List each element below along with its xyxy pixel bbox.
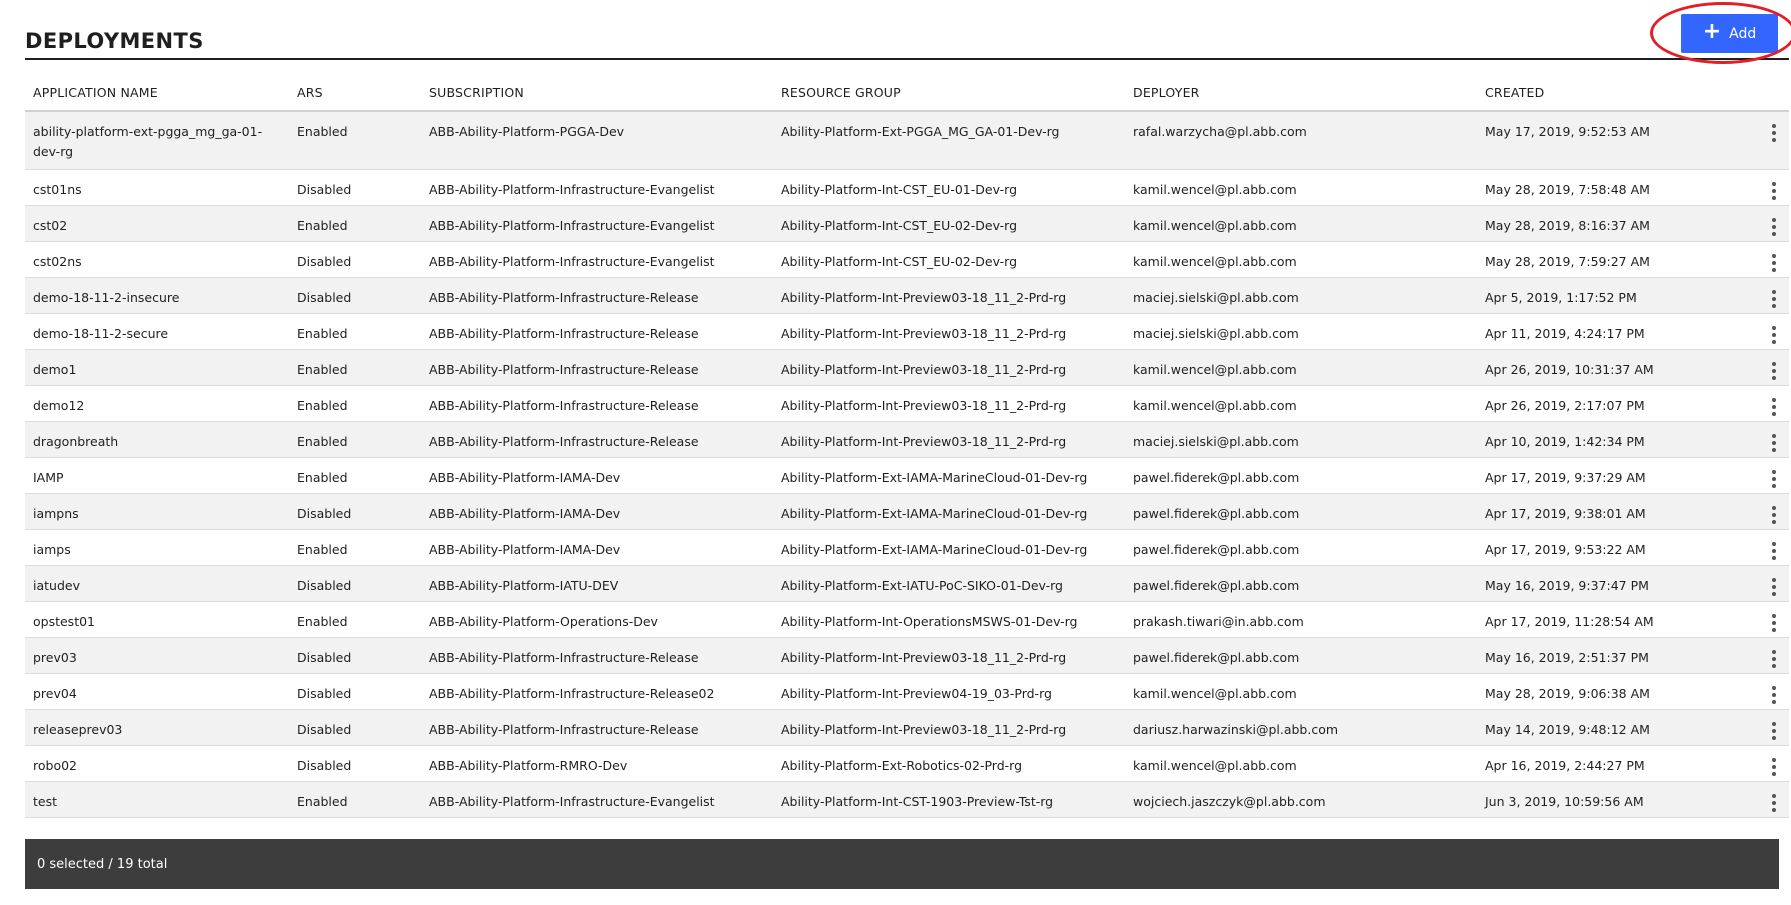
- cell-subscription: ABB-Ability-Platform-Infrastructure-Release: [429, 362, 699, 377]
- cell-deployer: maciej.sielski@pl.abb.com: [1133, 290, 1299, 305]
- table-row[interactable]: [25, 314, 1789, 350]
- kebab-dot: [1772, 218, 1776, 222]
- kebab-menu-icon[interactable]: [1768, 612, 1780, 634]
- kebab-dot: [1772, 362, 1776, 366]
- table-row[interactable]: [25, 422, 1789, 458]
- row-actions: [1759, 674, 1789, 706]
- kebab-menu-icon[interactable]: [1768, 468, 1780, 490]
- cell-deployer: kamil.wencel@pl.abb.com: [1133, 686, 1297, 701]
- cell-resource-group: Ability-Platform-Int-Preview03-18_11_2-Prd-rg: [781, 434, 1067, 449]
- cell-application-name: demo12: [33, 398, 85, 413]
- plus-icon: +: [1702, 19, 1722, 44]
- add-button-label: Add: [1729, 25, 1757, 42]
- kebab-dot: [1772, 376, 1776, 380]
- cell-deployer: pawel.fiderek@pl.abb.com: [1133, 506, 1300, 521]
- column-header-resource-group[interactable]: RESOURCE GROUP: [781, 84, 901, 100]
- row-actions: [1759, 278, 1789, 310]
- cell-subscription: ABB-Ability-Platform-Infrastructure-Release: [429, 650, 699, 665]
- kebab-dot: [1772, 131, 1776, 135]
- table-row[interactable]: [25, 350, 1789, 386]
- cell-application-name: robo02: [33, 758, 78, 773]
- cell-ars: Disabled: [297, 758, 352, 773]
- cell-created: May 16, 2019, 9:37:47 PM: [1485, 578, 1649, 593]
- cell-deployer: dariusz.harwazinski@pl.abb.com: [1133, 722, 1339, 737]
- cell-ars: Enabled: [297, 398, 348, 413]
- cell-created: Apr 10, 2019, 1:42:34 PM: [1485, 434, 1645, 449]
- cell-deployer: rafal.warzycha@pl.abb.com: [1133, 124, 1307, 139]
- cell-subscription: ABB-Ability-Platform-Infrastructure-Evangelist: [429, 794, 715, 809]
- row-actions: [1759, 746, 1789, 778]
- kebab-dot: [1772, 578, 1776, 582]
- row-actions: [1759, 112, 1789, 144]
- cell-created: May 28, 2019, 9:06:38 AM: [1485, 686, 1650, 701]
- kebab-menu-icon[interactable]: [1768, 648, 1780, 670]
- cell-resource-group: Ability-Platform-Int-Preview03-18_11_2-Prd-rg: [781, 290, 1067, 305]
- kebab-menu-icon[interactable]: [1768, 432, 1780, 454]
- cell-resource-group: Ability-Platform-Ext-IATU-PoC-SIKO-01-Dev-rg: [781, 578, 1063, 593]
- cell-ars: Disabled: [297, 506, 352, 521]
- cell-deployer: kamil.wencel@pl.abb.com: [1133, 218, 1297, 233]
- cell-created: Apr 17, 2019, 9:53:22 AM: [1485, 542, 1646, 557]
- cell-created: Apr 26, 2019, 10:31:37 AM: [1485, 362, 1654, 377]
- cell-created: Apr 26, 2019, 2:17:07 PM: [1485, 398, 1645, 413]
- column-header-created[interactable]: CREATED: [1485, 84, 1545, 100]
- cell-subscription: ABB-Ability-Platform-IAMA-Dev: [429, 470, 621, 485]
- table-row[interactable]: [25, 638, 1789, 674]
- row-actions: [1759, 314, 1789, 346]
- cell-subscription: ABB-Ability-Platform-Infrastructure-Release: [429, 398, 699, 413]
- row-actions: [1759, 566, 1789, 598]
- cell-resource-group: Ability-Platform-Ext-IAMA-MarineCloud-01-Dev-rg: [781, 470, 1088, 485]
- kebab-menu-icon[interactable]: [1768, 216, 1780, 238]
- kebab-dot: [1772, 225, 1776, 229]
- row-actions: [1759, 458, 1789, 490]
- row-actions: [1759, 170, 1789, 202]
- table-row[interactable]: [25, 566, 1789, 602]
- kebab-dot: [1772, 794, 1776, 798]
- cell-created: Apr 16, 2019, 2:44:27 PM: [1485, 758, 1645, 773]
- cell-created: May 28, 2019, 7:59:27 AM: [1485, 254, 1650, 269]
- kebab-dot: [1772, 297, 1776, 301]
- kebab-dot: [1772, 138, 1776, 142]
- cell-deployer: kamil.wencel@pl.abb.com: [1133, 254, 1297, 269]
- kebab-dot: [1772, 686, 1776, 690]
- cell-subscription: ABB-Ability-Platform-Infrastructure-Release: [429, 434, 699, 449]
- kebab-dot: [1772, 520, 1776, 524]
- kebab-dot: [1772, 506, 1776, 510]
- row-actions: [1759, 494, 1789, 526]
- cell-application-name: prev04: [33, 686, 77, 701]
- cell-application-name: iamps: [33, 542, 71, 557]
- cell-resource-group: Ability-Platform-Int-CST_EU-02-Dev-rg: [781, 218, 1018, 233]
- cell-deployer: maciej.sielski@pl.abb.com: [1133, 326, 1299, 341]
- kebab-dot: [1772, 664, 1776, 668]
- page-title: DEPLOYMENTS: [25, 29, 204, 53]
- cell-created: May 16, 2019, 2:51:37 PM: [1485, 650, 1649, 665]
- table-row[interactable]: [25, 530, 1789, 566]
- kebab-dot: [1772, 182, 1776, 186]
- kebab-menu-icon[interactable]: [1768, 180, 1780, 202]
- cell-application-name: opstest01: [33, 614, 96, 629]
- kebab-menu-icon[interactable]: [1768, 122, 1780, 144]
- cell-ars: Disabled: [297, 578, 352, 593]
- kebab-dot: [1772, 398, 1776, 402]
- row-actions: [1759, 422, 1789, 454]
- kebab-dot: [1772, 765, 1776, 769]
- row-actions: [1759, 386, 1789, 418]
- kebab-dot: [1772, 232, 1776, 236]
- cell-ars: Disabled: [297, 686, 352, 701]
- cell-application-name: demo-18-11-2-secure: [33, 326, 169, 341]
- kebab-dot: [1772, 614, 1776, 618]
- cell-deployer: kamil.wencel@pl.abb.com: [1133, 398, 1297, 413]
- table-row[interactable]: [25, 242, 1789, 278]
- cell-resource-group: Ability-Platform-Int-Preview03-18_11_2-Prd-rg: [781, 362, 1067, 377]
- cell-deployer: pawel.fiderek@pl.abb.com: [1133, 650, 1300, 665]
- cell-application-name: ability-platform-ext-pgga_mg_ga-01-dev-rg: [33, 124, 263, 159]
- kebab-dot: [1772, 542, 1776, 546]
- kebab-dot: [1772, 556, 1776, 560]
- cell-created: May 14, 2019, 9:48:12 AM: [1485, 722, 1650, 737]
- cell-resource-group: Ability-Platform-Int-CST-1903-Preview-Tst-rg: [781, 794, 1054, 809]
- cell-deployer: kamil.wencel@pl.abb.com: [1133, 758, 1297, 773]
- kebab-dot: [1772, 758, 1776, 762]
- cell-ars: Enabled: [297, 434, 348, 449]
- kebab-menu-icon[interactable]: [1768, 540, 1780, 562]
- cell-deployer: pawel.fiderek@pl.abb.com: [1133, 470, 1300, 485]
- cell-application-name: iampns: [33, 506, 79, 521]
- cell-resource-group: Ability-Platform-Int-CST_EU-02-Dev-rg: [781, 254, 1018, 269]
- row-actions: [1759, 206, 1789, 238]
- cell-ars: Disabled: [297, 254, 352, 269]
- cell-resource-group: Ability-Platform-Ext-Robotics-02-Prd-rg: [781, 758, 1023, 773]
- cell-resource-group: Ability-Platform-Int-Preview03-18_11_2-Prd-rg: [781, 398, 1067, 413]
- cell-resource-group: Ability-Platform-Int-Preview03-18_11_2-Prd-rg: [781, 722, 1067, 737]
- cell-application-name: prev03: [33, 650, 77, 665]
- row-actions: [1759, 710, 1789, 742]
- row-actions: [1759, 530, 1789, 562]
- kebab-dot: [1772, 736, 1776, 740]
- cell-resource-group: Ability-Platform-Int-CST_EU-01-Dev-rg: [781, 182, 1018, 197]
- cell-ars: Enabled: [297, 362, 348, 377]
- column-header-subscription[interactable]: SUBSCRIPTION: [429, 84, 524, 100]
- kebab-dot: [1772, 290, 1776, 294]
- cell-ars: Enabled: [297, 542, 348, 557]
- cell-subscription: ABB-Ability-Platform-Infrastructure-Release02: [429, 686, 715, 701]
- kebab-dot: [1772, 448, 1776, 452]
- kebab-menu-icon[interactable]: [1768, 792, 1780, 814]
- table-row[interactable]: [25, 710, 1789, 746]
- cell-application-name: cst02ns: [33, 254, 82, 269]
- cell-resource-group: Ability-Platform-Int-OperationsMSWS-01-Dev-rg: [781, 614, 1078, 629]
- kebab-dot: [1772, 772, 1776, 776]
- kebab-dot: [1772, 412, 1776, 416]
- cell-created: May 17, 2019, 9:52:53 AM: [1485, 124, 1650, 139]
- cell-created: Apr 17, 2019, 11:28:54 AM: [1485, 614, 1654, 629]
- kebab-dot: [1772, 254, 1776, 258]
- column-header-deployer[interactable]: DEPLOYER: [1133, 84, 1200, 100]
- cell-subscription: ABB-Ability-Platform-Infrastructure-Release: [429, 326, 699, 341]
- row-actions: [1759, 782, 1789, 814]
- row-actions: [1759, 638, 1789, 670]
- kebab-menu-icon[interactable]: [1768, 504, 1780, 526]
- cell-application-name: cst01ns: [33, 182, 82, 197]
- kebab-dot: [1772, 650, 1776, 654]
- kebab-dot: [1772, 261, 1776, 265]
- cell-created: May 28, 2019, 7:58:48 AM: [1485, 182, 1650, 197]
- kebab-dot: [1772, 196, 1776, 200]
- kebab-dot: [1772, 340, 1776, 344]
- cell-application-name: cst02: [33, 218, 68, 233]
- kebab-menu-icon[interactable]: [1768, 756, 1780, 778]
- cell-subscription: ABB-Ability-Platform-IAMA-Dev: [429, 506, 621, 521]
- kebab-dot: [1772, 333, 1776, 337]
- cell-deployer: prakash.tiwari@in.abb.com: [1133, 614, 1304, 629]
- cell-subscription: ABB-Ability-Platform-Infrastructure-Evangelist: [429, 254, 715, 269]
- kebab-dot: [1772, 189, 1776, 193]
- cell-deployer: kamil.wencel@pl.abb.com: [1133, 362, 1297, 377]
- table-row[interactable]: [25, 386, 1789, 422]
- kebab-dot: [1772, 477, 1776, 481]
- kebab-menu-icon[interactable]: [1768, 324, 1780, 346]
- table-row[interactable]: [25, 494, 1789, 530]
- cell-subscription: ABB-Ability-Platform-PGGA-Dev: [429, 124, 625, 139]
- cell-ars: Disabled: [297, 182, 352, 197]
- cell-deployer: pawel.fiderek@pl.abb.com: [1133, 578, 1300, 593]
- cell-deployer: pawel.fiderek@pl.abb.com: [1133, 542, 1300, 557]
- table-row[interactable]: [25, 782, 1789, 818]
- cell-deployer: wojciech.jaszczyk@pl.abb.com: [1133, 794, 1326, 809]
- add-button[interactable]: [1681, 14, 1778, 53]
- cell-ars: Enabled: [297, 794, 348, 809]
- kebab-dot: [1772, 585, 1776, 589]
- kebab-dot: [1772, 441, 1776, 445]
- cell-ars: Disabled: [297, 290, 352, 305]
- kebab-dot: [1772, 369, 1776, 373]
- kebab-menu-icon[interactable]: [1768, 252, 1780, 274]
- table-row[interactable]: [25, 602, 1789, 638]
- kebab-dot: [1772, 549, 1776, 553]
- cell-subscription: ABB-Ability-Platform-Operations-Dev: [429, 614, 658, 629]
- cell-resource-group: Ability-Platform-Int-Preview03-18_11_2-Prd-rg: [781, 326, 1067, 341]
- table-header: [25, 74, 1789, 112]
- table-row[interactable]: [25, 278, 1789, 314]
- kebab-dot: [1772, 326, 1776, 330]
- table-row[interactable]: [25, 170, 1789, 206]
- cell-resource-group: Ability-Platform-Ext-IAMA-MarineCloud-01-Dev-rg: [781, 506, 1088, 521]
- kebab-dot: [1772, 628, 1776, 632]
- selection-summary: 0 selected / 19 total: [37, 856, 168, 872]
- cell-ars: Enabled: [297, 614, 348, 629]
- cell-subscription: ABB-Ability-Platform-Infrastructure-Release: [429, 290, 699, 305]
- cell-created: Jun 3, 2019, 10:59:56 AM: [1485, 794, 1644, 809]
- cell-ars: Disabled: [297, 650, 352, 665]
- kebab-dot: [1772, 808, 1776, 812]
- cell-ars: Enabled: [297, 326, 348, 341]
- selection-footer: [25, 839, 1779, 889]
- cell-application-name: iatudev: [33, 578, 80, 593]
- table-row[interactable]: [25, 206, 1789, 242]
- kebab-dot: [1772, 484, 1776, 488]
- cell-resource-group: Ability-Platform-Int-Preview03-18_11_2-Prd-rg: [781, 650, 1067, 665]
- cell-application-name: dragonbreath: [33, 434, 119, 449]
- kebab-dot: [1772, 722, 1776, 726]
- cell-application-name: demo1: [33, 362, 77, 377]
- table-row[interactable]: [25, 458, 1789, 494]
- cell-ars: Enabled: [297, 124, 348, 139]
- cell-application-name: test: [33, 794, 58, 809]
- kebab-menu-icon[interactable]: [1768, 396, 1780, 418]
- kebab-menu-icon[interactable]: [1768, 684, 1780, 706]
- cell-subscription: ABB-Ability-Platform-IAMA-Dev: [429, 542, 621, 557]
- kebab-menu-icon[interactable]: [1768, 288, 1780, 310]
- kebab-dot: [1772, 470, 1776, 474]
- cell-created: Apr 17, 2019, 9:38:01 AM: [1485, 506, 1646, 521]
- cell-created: Apr 17, 2019, 9:37:29 AM: [1485, 470, 1646, 485]
- cell-ars: Enabled: [297, 470, 348, 485]
- row-actions: [1759, 350, 1789, 382]
- cell-resource-group: Ability-Platform-Ext-PGGA_MG_GA-01-Dev-rg: [781, 124, 1060, 139]
- deployments-table: [25, 74, 1789, 818]
- cell-subscription: ABB-Ability-Platform-RMRO-Dev: [429, 758, 628, 773]
- cell-application-name: IAMP: [33, 470, 64, 485]
- row-actions: [1759, 602, 1789, 634]
- table-body: [25, 112, 1789, 818]
- kebab-dot: [1772, 304, 1776, 308]
- title-divider: [25, 58, 1789, 60]
- table-row[interactable]: [25, 112, 1789, 170]
- cell-application-name: releaseprev03: [33, 722, 123, 737]
- cell-ars: Disabled: [297, 722, 352, 737]
- column-header-application-name[interactable]: APPLICATION NAME: [33, 84, 158, 100]
- kebab-menu-icon[interactable]: [1768, 720, 1780, 742]
- kebab-dot: [1772, 729, 1776, 733]
- cell-deployer: kamil.wencel@pl.abb.com: [1133, 182, 1297, 197]
- cell-subscription: ABB-Ability-Platform-Infrastructure-Evangelist: [429, 182, 715, 197]
- kebab-dot: [1772, 434, 1776, 438]
- cell-created: Apr 11, 2019, 4:24:17 PM: [1485, 326, 1645, 341]
- cell-created: Apr 5, 2019, 1:17:52 PM: [1485, 290, 1637, 305]
- cell-subscription: ABB-Ability-Platform-Infrastructure-Release: [429, 722, 699, 737]
- cell-application-name: demo-18-11-2-insecure: [33, 290, 180, 305]
- kebab-dot: [1772, 700, 1776, 704]
- cell-subscription: ABB-Ability-Platform-Infrastructure-Evangelist: [429, 218, 715, 233]
- table-row[interactable]: [25, 674, 1789, 710]
- cell-resource-group: Ability-Platform-Ext-IAMA-MarineCloud-01-Dev-rg: [781, 542, 1088, 557]
- kebab-dot: [1772, 405, 1776, 409]
- kebab-dot: [1772, 621, 1776, 625]
- cell-subscription: ABB-Ability-Platform-IATU-DEV: [429, 578, 619, 593]
- cell-ars: Enabled: [297, 218, 348, 233]
- cell-resource-group: Ability-Platform-Int-Preview04-19_03-Prd-rg: [781, 686, 1052, 701]
- kebab-dot: [1772, 592, 1776, 596]
- cell-created: May 28, 2019, 8:16:37 AM: [1485, 218, 1650, 233]
- column-header-ars[interactable]: ARS: [297, 84, 323, 100]
- kebab-menu-icon[interactable]: [1768, 576, 1780, 598]
- kebab-dot: [1772, 268, 1776, 272]
- kebab-dot: [1772, 801, 1776, 805]
- kebab-dot: [1772, 657, 1776, 661]
- cell-deployer: maciej.sielski@pl.abb.com: [1133, 434, 1299, 449]
- kebab-dot: [1772, 513, 1776, 517]
- kebab-menu-icon[interactable]: [1768, 360, 1780, 382]
- kebab-dot: [1772, 693, 1776, 697]
- table-row[interactable]: [25, 746, 1789, 782]
- kebab-dot: [1772, 124, 1776, 128]
- row-actions: [1759, 242, 1789, 274]
